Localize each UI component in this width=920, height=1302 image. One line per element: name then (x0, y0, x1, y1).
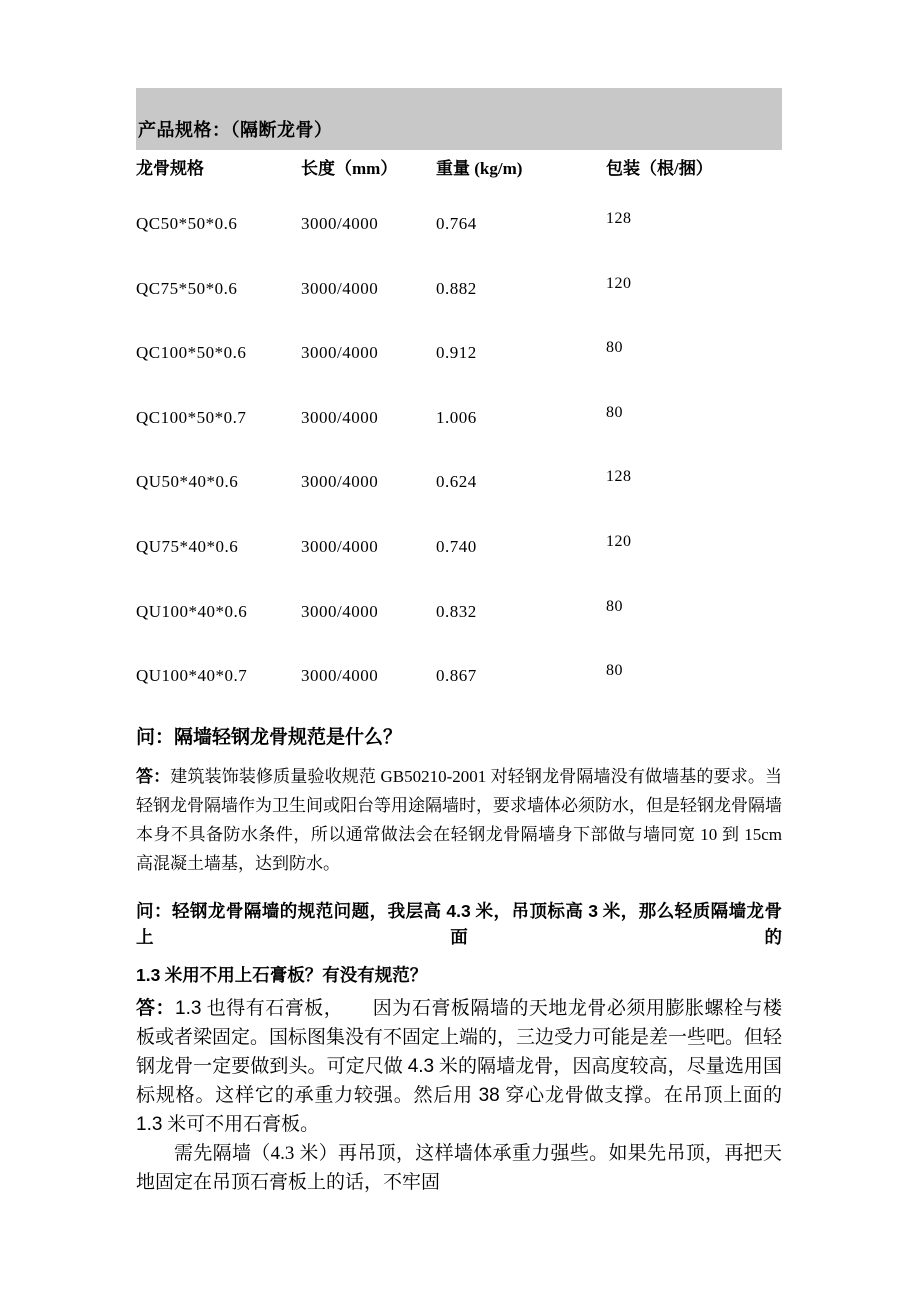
cell-pack: 120 (606, 532, 632, 550)
table-header-row (136, 150, 782, 212)
answer-1-paragraph (136, 762, 782, 878)
cell-length: 3000/4000 (301, 407, 379, 427)
cell-length: 3000/4000 (301, 666, 379, 686)
table-row (136, 274, 782, 342)
product-spec-title: 产品规格：（隔断龙骨） (138, 120, 333, 140)
cell-spec: QC100*50*0.7 (136, 407, 247, 427)
answer-1-label: 答： (136, 767, 171, 787)
col-header-length: 长度（mm） (301, 159, 398, 178)
cell-pack: 80 (606, 597, 623, 615)
question-2-label: 问： (136, 901, 172, 922)
answer-2-body: 1.3 也得有石膏板， 因为石膏板隔墙的天地龙骨必须用膨胀螺栓与楼板或者梁固定。国标图集没有不固定上端的，三边受力可能是差一些吧。但轻钢龙骨一定要做到头。可定尺做 4.3 米的隔墙龙骨，因高度较高，尽量选用国标规格。这样它的承重力较强。然后用 38 穿心龙骨做支撑。在吊顶上面的 1.3 米可不用石膏板。 (136, 998, 783, 1136)
cell-spec: QC50*50*0.6 (136, 214, 238, 233)
cell-spec: QU50*40*0.6 (136, 472, 239, 492)
table-row (136, 341, 782, 406)
cell-length: 3000/4000 (301, 214, 379, 233)
cell-length: 3000/4000 (301, 278, 379, 298)
answer-1-body: 建筑装饰装修质量验收规范 GB50210-2001 对轻钢龙骨隔墙没有做墙基的要求。当轻钢龙骨隔墙作为卫生间或阳台等用途隔墙时，要求墙体必须防水，但是轻钢龙骨隔墙本身不具备防水条件，所以通常做法会在轻钢龙骨隔墙身下部做与墙同宽 10 到 15cm 高混凝土墙基，达到防水。 (136, 767, 782, 874)
table-row (136, 532, 782, 600)
cell-spec: QC75*50*0.6 (136, 278, 238, 298)
cell-weight: 0.832 (436, 601, 477, 621)
col-header-spec: 龙骨规格 (136, 159, 204, 178)
cell-length: 3000/4000 (301, 536, 379, 556)
spec-table (136, 150, 782, 688)
question-2-line-1-text: 轻钢龙骨隔墙的规范问题，我层高 4.3 米，吊顶标高 3 米，那么轻质隔墙龙骨上面的 (136, 901, 783, 948)
cell-weight: 1.006 (436, 407, 477, 427)
product-spec-header (136, 88, 782, 150)
answer-2-label: 答： (136, 998, 176, 1020)
cell-length: 3000/4000 (301, 601, 379, 621)
cell-weight: 0.912 (436, 343, 477, 363)
col-header-weight: 重量 (kg/m) (436, 159, 523, 178)
cell-weight: 0.867 (436, 666, 477, 686)
document-page (136, 0, 782, 1197)
cell-weight: 0.740 (436, 536, 477, 556)
cell-pack: 80 (606, 339, 623, 357)
question-2-heading-line-2: 1.3 米用不用上石膏板？有没有规范？ (136, 965, 428, 986)
cell-weight: 0.624 (436, 472, 477, 492)
cell-length: 3000/4000 (301, 472, 379, 492)
question-2-heading-line-1 (136, 898, 782, 950)
cell-spec: QU100*40*0.7 (136, 666, 248, 686)
cell-spec: QU100*40*0.6 (136, 601, 248, 621)
cell-pack: 128 (606, 468, 632, 486)
answer-2-note-paragraph: 需先隔墙（4.3 米）再吊顶，这样墙体承重力强些。如果先吊顶，再把天地固定在吊顶石膏板上的话，不牢固 (136, 1143, 782, 1194)
cell-weight: 0.764 (436, 214, 477, 233)
table-row (136, 212, 782, 277)
cell-pack: 80 (606, 403, 623, 421)
table-row (136, 664, 782, 688)
cell-pack: 128 (606, 210, 632, 227)
col-header-pack: 包装（根/捆） (606, 159, 713, 178)
cell-spec: QC100*50*0.6 (136, 343, 247, 363)
cell-pack: 80 (606, 662, 623, 680)
cell-length: 3000/4000 (301, 343, 379, 363)
question-1-heading: 问：隔墙轻钢龙骨规范是什么？ (136, 727, 403, 749)
cell-spec: QU75*40*0.6 (136, 536, 239, 556)
table-row (136, 470, 782, 535)
table-row (136, 403, 782, 471)
answer-2-paragraph (136, 994, 782, 1139)
cell-weight: 0.882 (436, 278, 477, 298)
table-row (136, 597, 782, 665)
cell-pack: 120 (606, 274, 632, 292)
